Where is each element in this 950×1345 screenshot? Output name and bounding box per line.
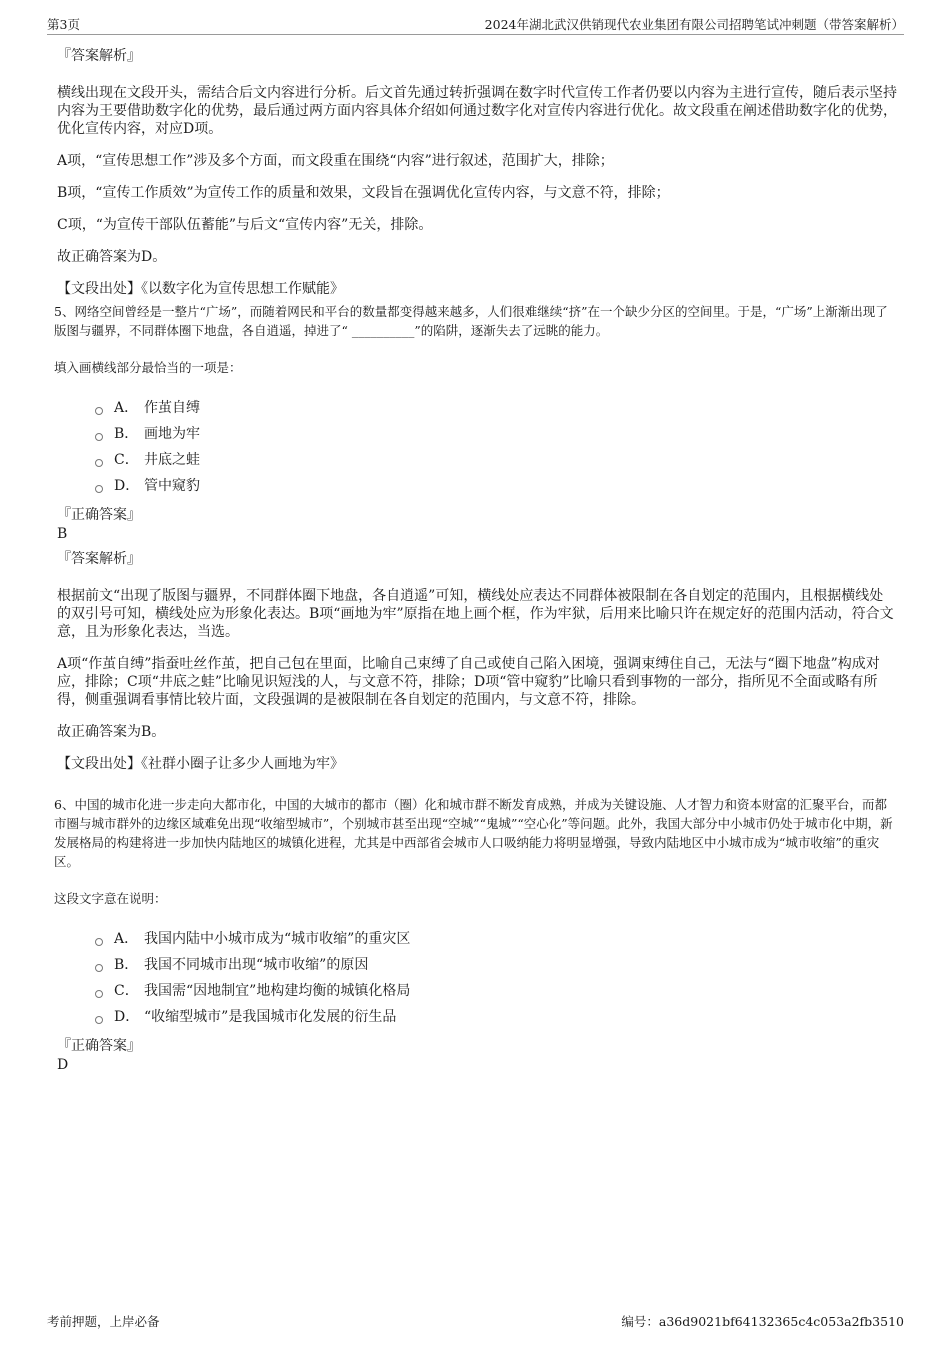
option-text: 我国需“因地制宜”地构建均衡的城镇化格局 <box>144 983 411 999</box>
analysis-paragraph: 故正确答案为B。 <box>57 724 166 740</box>
radio-icon[interactable] <box>95 1016 103 1024</box>
option-d[interactable] <box>95 473 897 499</box>
option-text: 管中窥豹 <box>144 478 200 494</box>
option-b[interactable] <box>95 421 897 447</box>
radio-icon[interactable] <box>95 964 103 972</box>
analysis-paragraph: 横线出现在文段开头，需结合后文内容进行分析。后文首先通过转折强调在数字时代宣传工作者仍要以内容为主进行宣传，随后表示坚持内容为王要借助数字化的优势，最后通过两方面内容具体介绍如何通过数字化对宣传内容进行优化。故文段重在阐述借助数字化的优势，优化宣传内容，对应D项。 <box>57 85 897 137</box>
analysis-label: 『答案解析』 <box>57 551 141 567</box>
analysis-paragraph: B项，“宣传工作质效”为宣传工作的质量和效果，文段旨在强调优化宣传内容，与文意不符，排除； <box>57 185 670 201</box>
analysis-paragraph: 故正确答案为D。 <box>57 249 167 265</box>
option-text: 我国不同城市出现“城市收缩”的原因 <box>144 957 369 973</box>
analysis-paragraph: C项，“为宣传干部队伍蓄能”与后文“宣传内容”无关，排除。 <box>57 217 433 233</box>
correct-answer-label: 『正确答案』 <box>57 507 141 523</box>
option-text: 井底之蛙 <box>144 452 200 468</box>
option-a[interactable] <box>95 395 897 421</box>
source-citation: 【文段出处】《社群小圈子让多少人画地为牢》 <box>57 756 344 772</box>
analysis-label: 『答案解析』 <box>57 48 141 64</box>
analysis-paragraph: A项，“宣传思想工作”涉及多个方面，而文段重在围绕“内容”进行叙述，范围扩大，排除； <box>57 153 614 169</box>
correct-answer-label: 『正确答案』 <box>57 1038 141 1054</box>
option-b[interactable] <box>95 952 897 978</box>
option-c[interactable] <box>95 447 897 473</box>
option-text: 作茧自缚 <box>144 400 200 416</box>
radio-icon[interactable] <box>95 407 103 415</box>
option-text: 画地为牢 <box>144 426 200 442</box>
analysis-paragraph: A项“作茧自缚”指蚕吐丝作茧，把自己包在里面，比喻自己束缚了自己或使自己陷入困境，强调束缚住自己，无法与“圈下地盘”构成对应，排除；C项“井底之蛙”比喻见识短浅的人，与文意不符，排除；D项“管中窥豹”比喻只看到事物的一部分，指所见不全面或略有所得，侧重强调看事情比较片面，文段强调的是被限制在各自划定的范围内，与文意不符，排除。 <box>57 656 880 708</box>
correct-answer: D <box>57 1057 69 1073</box>
radio-icon[interactable] <box>95 459 103 467</box>
option-list <box>95 926 897 1030</box>
page-number: 第3页 <box>47 17 80 32</box>
document-title: 2024年湖北武汉供销现代农业集团有限公司招聘笔试冲刺题（带答案解析） <box>484 17 904 32</box>
option-letter: B． <box>114 426 139 442</box>
correct-answer: B <box>57 526 68 542</box>
option-letter: B． <box>114 957 139 973</box>
question-prompt: 这段文字意在说明： <box>54 891 167 906</box>
question-prompt: 填入画横线部分最恰当的一项是： <box>54 360 242 375</box>
page-content <box>54 46 897 1080</box>
radio-icon[interactable] <box>95 433 103 441</box>
option-letter: A． <box>114 931 139 947</box>
option-letter: A． <box>114 400 139 416</box>
document-code: 编号：a36d9021bf64132365c4c053a2fb3510 <box>621 1314 904 1329</box>
option-d[interactable] <box>95 1004 897 1030</box>
option-letter: C． <box>114 452 139 468</box>
page-header <box>47 12 904 35</box>
footer-slogan: 考前押题，上岸必备 <box>47 1314 160 1329</box>
radio-icon[interactable] <box>95 485 103 493</box>
radio-icon[interactable] <box>95 938 103 946</box>
option-letter: D． <box>114 1009 140 1025</box>
source-citation: 【文段出处】《以数字化为宣传思想工作赋能》 <box>57 281 344 297</box>
analysis-paragraph: 根据前文“出现了版图与疆界，不同群体圈下地盘，各自逍遥”可知，横线处应表达不同群体被限制在各自划定的范围内，且根据横线处的双引号可知，横线处应为形象化表达。B项“画地为牢”原指在地上画个框，作为牢狱，后用来比喻只许在规定好的范围内活动，符合文意，且为形象化表达，当选。 <box>57 588 894 640</box>
option-text: “收缩型城市”是我国城市化发展的衍生品 <box>144 1009 397 1025</box>
option-list <box>95 395 897 499</box>
option-letter: C． <box>114 983 139 999</box>
question-stem: 5、网络空间曾经是一整片“广场”，而随着网民和平台的数量都变得越来越多，人们很难继续“挤”在一个缺少分区的空间里。于是，“广场”上渐渐出现了版图与疆界，不同群体圈下地盘，各自逍遥，掉进了“ __________”的陷阱，逐渐失去了远眺的能力。 <box>54 304 888 338</box>
option-text: 我国内陆中小城市成为“城市收缩”的重灾区 <box>144 931 411 947</box>
option-c[interactable] <box>95 978 897 1004</box>
option-letter: D． <box>114 478 140 494</box>
option-a[interactable] <box>95 926 897 952</box>
question-stem: 6、中国的城市化进一步走向大都市化，中国的大城市的都市（圈）化和城市群不断发育成熟，并成为关键设施、人才智力和资本财富的汇聚平台，而都市圈与城市群外的边缘区域难免出现“收缩型城市”，个别城市甚至出现“空城”“鬼城”“空心化”等问题。此外，我国大部分中小城市仍处于城市化中期，新发展格局的构建将进一步加快内陆地区的城镇化进程，尤其是中西部省会城市人口吸纳能力将明显增强，导致内陆地区中小城市成为“城市收缩”的重灾区。 <box>54 797 893 869</box>
radio-icon[interactable] <box>95 990 103 998</box>
